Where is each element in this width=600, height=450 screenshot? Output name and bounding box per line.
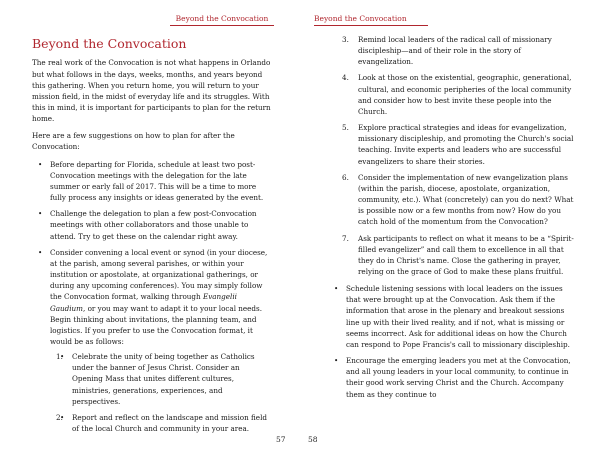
item-number: • 1. [56, 352, 63, 362]
lead-paragraph: Here are a few suggestions on how to plan for after the Convocation: [32, 131, 235, 152]
page-number-left: 57 [276, 435, 286, 444]
item-text: Celebrate the unity of being together as Catholics under the banner of Jesus Christ. Consider an Opening Mass that unites different cultures, ministries, generations, experiences, and perspectives. [72, 352, 255, 406]
item-number: 6. [342, 172, 349, 182]
item-text: Look at those on the existential, geographic, generational, cultural, and economic peripheries of the local community and consider how to best invite these people into the Church. [358, 73, 572, 116]
list-item [50, 247, 272, 435]
convocation-format-list [50, 351, 272, 434]
numbered-item [342, 172, 574, 228]
numbered-item [342, 233, 574, 278]
item-number: 4. [342, 73, 349, 83]
right-page-content [324, 34, 574, 405]
item-text: Ask participants to reflect on what it means to be a “Spirit-filled evangelizer” and call them to excellence in all that they do in Christ's name. Close the gathering in prayer, relying on the grace of God to make these plans fruitful. [358, 233, 574, 276]
suggestion-list [32, 159, 272, 435]
item-text: Explore practical strategies and ideas for evangelization, missionary discipleship, and promoting the Church's social teaching. Invite experts and leaders who are successful evangelizers to share their stories. [358, 123, 574, 166]
list-item-text: , or you may want to adapt it to your local needs. Begin thinking about invitations, the planning team, and logistics. If you prefer to use the Convocation format, it would be as follows: [50, 303, 263, 346]
item-number: 5. [342, 123, 349, 133]
intro-paragraph: The real work of the Convocation is not what happens in Orlando but what follows in the days, weeks, months, and years beyond this gathering. When you return home, you will return to your mission field, in the midst of everyday life and its struggles. With this in mind, it is important for participants to plan for the return home. [32, 58, 271, 124]
section-title: Beyond the Convocation [32, 36, 187, 51]
page-number-right: 58 [308, 435, 318, 444]
numbered-item [56, 351, 272, 407]
item-text: Report and reflect on the landscape and mission field of the local Church and community in your area. [72, 412, 267, 434]
list-item: • Before departing for Florida, schedule at least two post-Convocation meetings with the delegation for the late summer or early fall of 2017. This will be a time to more fully process any insights or ideas generated by the event. [50, 159, 272, 204]
left-page-content [32, 34, 272, 439]
list-item: • Encourage the emerging leaders you met at the Convocation, and all young leaders in your local community, to continue in their good work serving Christ and the Church. Accompany them as they continue to [346, 355, 574, 400]
numbered-item [342, 34, 574, 67]
running-head-left: Beyond the Convocation [170, 14, 274, 26]
right-page [300, 0, 600, 450]
item-text: Consider the implementation of new evangelization plans (within the parish, diocese, apostolate, organization, community, etc.). What (concretely) can you do next? What is possible now or a few months from now? How do you catch hold of the momentum from the Convocation? [358, 172, 574, 227]
item-number: • 2. [56, 412, 63, 422]
convocation-format-list-continued [324, 34, 574, 277]
list-item: • Challenge the delegation to plan a few post-Convocation meetings with other collaborators and those unable to attend. Try to get these on the calendar right away. [50, 208, 272, 241]
list-item: • Schedule listening sessions with local leaders on the issues that were brought up at the Convocation. Ask them if the information that arose in the plenary and breakout sessions line up with their lived reality, and if not, what is missing or seems incorrect. Ask for additional ideas on how the Church can respond to Pope Francis's call to missionary discipleship. [346, 283, 574, 350]
item-text: Remind local leaders of the radical call of missionary discipleship—and of their role in the story of evangelization. [358, 35, 552, 67]
suggestion-list-continued [324, 283, 574, 400]
numbered-item [56, 412, 272, 434]
item-number: 3. [342, 35, 349, 44]
list-item-text: Consider convening a local event or synod (in your diocese, at the parish, among several parishes, or within your institution or apostolate, at organizational gatherings, or during any upcoming conferences). You may simply follow the Convocation format, walking through [50, 247, 268, 302]
numbered-item [342, 72, 574, 117]
book-title: Evangelii Gaudium [50, 292, 237, 313]
numbered-item [342, 122, 574, 167]
item-number: 7. [342, 233, 349, 243]
running-head-right: Beyond the Convocation [314, 14, 428, 26]
